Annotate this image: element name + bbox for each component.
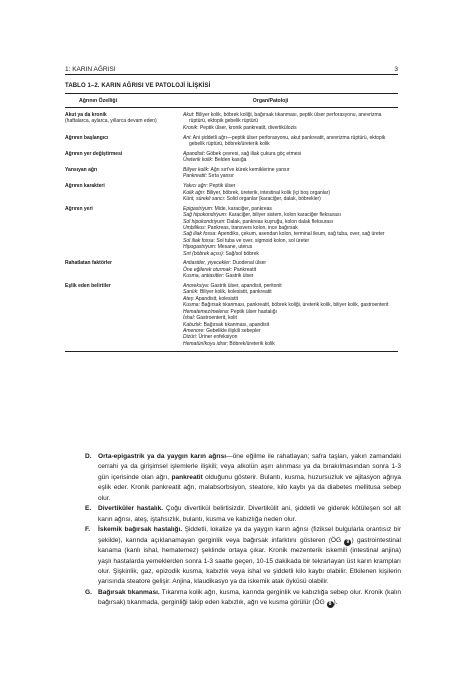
page-number: 3 bbox=[394, 66, 398, 73]
organ-line bbox=[183, 135, 398, 148]
feature-cell bbox=[65, 135, 183, 148]
running-header bbox=[65, 63, 398, 73]
organ-key: Hipogastriyum bbox=[183, 244, 215, 251]
organ-line bbox=[183, 125, 398, 131]
feature-label: Akut ya da kronik bbox=[65, 112, 107, 118]
table-row bbox=[65, 183, 398, 202]
table-row bbox=[65, 206, 398, 257]
item-emphasis: pankreatit bbox=[171, 473, 203, 481]
organ-line bbox=[183, 273, 398, 279]
organ-key: Kolik ağrı bbox=[183, 189, 204, 196]
organ-value: : Gastrik ülser, apandisit, peritonit bbox=[207, 283, 282, 290]
table-title: TABLO 1–2. KARIN AĞRISI VE PATOLOJİ İLİŞKİSİ bbox=[65, 83, 211, 89]
organ-key: Öne eğilerek oturmak bbox=[183, 266, 231, 273]
organ-value: : Bağırsak tıkanması, apandisit bbox=[200, 321, 270, 328]
column-header-feature: Ağrının Özelliği bbox=[79, 97, 118, 104]
figure-reference-badge[interactable]: 8 bbox=[327, 601, 334, 608]
feature-cell bbox=[65, 167, 183, 180]
feature-sublabel: (haftalarca, aylarca, yıllarca devam eden) bbox=[65, 118, 157, 125]
organ-line bbox=[183, 341, 398, 347]
feature-cell bbox=[65, 183, 183, 202]
organ-value: : Belden kasığa bbox=[211, 157, 247, 164]
feature-label: Ağrının yeri bbox=[65, 205, 93, 212]
table-bottom-rule bbox=[65, 351, 398, 352]
item-text: Şiddetli, lokalize ya da yaygın karın ağrısı (fiziksel bulgularla orantısız bir şekilde), karında açıklanamayan gerginlik veya bağırsak infarktını gösteren (ÖG bbox=[98, 526, 401, 544]
organ-cell bbox=[183, 283, 398, 347]
organ-value: : Ani şiddetli ağrı—peptik ülser perforasyonu, akut pankreatit, anevrizma rüptürü, ektopik gebelik rüptürü, böbrek/üreterik kolik bbox=[189, 134, 386, 148]
organ-value: : Gastrik ülser bbox=[222, 273, 254, 280]
organ-value: : Ağrı sırt've kürek kemiklerine yansır bbox=[208, 167, 290, 174]
organ-key: Anoreksiya bbox=[183, 283, 208, 290]
organ-value: : Duodenal ülser bbox=[229, 260, 267, 267]
table bbox=[65, 93, 398, 352]
organ-key: Antiasitler, yiyecekler bbox=[183, 260, 230, 267]
organ-value: : Sol tuba ve over, sigmoid kolon, sol üreter bbox=[213, 237, 310, 244]
organ-key: Sarılık bbox=[183, 289, 198, 296]
table-row bbox=[65, 167, 398, 180]
table-header-row bbox=[65, 94, 398, 107]
item-heading: Divertiküler hastalık. bbox=[98, 505, 164, 513]
item-text: ). bbox=[333, 599, 338, 607]
feature-label: Eşlik eden belirtiler bbox=[65, 283, 111, 290]
organ-value: : Apandisit, kolesistit bbox=[193, 295, 239, 302]
item-text: Çoğu divertikül belirtisizdir. Divertikülit ani, şiddetli ve giderek kötüleşen sol alt karın ağrısı, ateş, iştahsızlık, bulantı, kusma ve kabızlığa neden olur. bbox=[98, 505, 402, 523]
organ-key: Yakıcı ağrı bbox=[183, 183, 207, 190]
organ-key: Hematemez/melena bbox=[183, 308, 228, 315]
organ-key: Ateş bbox=[183, 295, 194, 302]
organ-key: Apandisit bbox=[183, 150, 204, 157]
organ-line bbox=[183, 173, 398, 179]
table-body bbox=[65, 108, 398, 347]
organ-key: Ani bbox=[183, 134, 191, 141]
section-title: 1: KARIN AĞRISI bbox=[65, 66, 116, 73]
organ-key: Sol iliak fossa bbox=[183, 237, 214, 244]
item-text: ) gastrointestinal kanama (kanlı ishal, hematemez) şeklinde ortaya çıkar. Kronik mezenterik iskemili (intestinal anjina) yaşlı hastalarda yemeklerden sonra 1-3 saatte geçen, 10-15 dakikada bir tekrarlayan üst karın krampları olur. Şişkinlik, gaz, epizodik kusma, kabızlık veya ishal ve şiddetli kilo kaybı olabilir. Etkilenen kişilerin yarısında steatore gelişir. Anjina, klaudikasyo ya da iskemik atak öyküsü olabilir. bbox=[98, 536, 401, 586]
organ-key: Umbilikus bbox=[183, 225, 205, 232]
organ-key: Hematüri/koyu idrar bbox=[183, 340, 227, 347]
organ-value: : Böbrek/üreterik kolik bbox=[226, 340, 275, 347]
organ-key: Pankreatit bbox=[183, 173, 206, 180]
organ-line bbox=[183, 157, 398, 163]
organ-value: : Mide, karaciğer, pankreas bbox=[211, 205, 272, 212]
feature-cell bbox=[65, 151, 183, 164]
feature-cell bbox=[65, 260, 183, 279]
list-item-e bbox=[85, 504, 401, 525]
feature-label: Ağrının yer değiştirmesi bbox=[65, 150, 123, 157]
organ-value: : Peptik ülser hastalığı bbox=[227, 308, 277, 315]
organ-key: Sağ hipokondriyum bbox=[183, 212, 226, 219]
feature-label: Yansıyan ağrı bbox=[65, 167, 98, 174]
organ-cell bbox=[183, 206, 398, 257]
item-text: Tıkanma kolik ağrı, kusma, karında gerginlik ve kabızlığa sebep olur. Kronik (kalın bağırsak) tıkanmada, gerginliği takip eden kabızlık, ağrı ve kusma görülür (ÖG bbox=[98, 588, 402, 607]
organ-line bbox=[183, 196, 398, 202]
organ-value: : Biliyer, böbrek, üreterik, intestinal kolik (içi boş organlar) bbox=[203, 189, 331, 196]
feature-cell bbox=[65, 283, 183, 347]
list-item-g bbox=[85, 588, 401, 609]
item-label: F. bbox=[85, 526, 91, 534]
organ-value: : Gastroenterit, kolit bbox=[193, 315, 237, 322]
table-row bbox=[65, 151, 398, 164]
organ-key: Sağ iliak fossa bbox=[183, 231, 216, 238]
item-label: D. bbox=[85, 453, 92, 460]
feature-cell bbox=[65, 206, 183, 257]
organ-value: : Apendiks, çekum, asendan kolon, terminal ileum, sağ tuba, over, sağ üreter bbox=[215, 231, 385, 238]
organ-value: : Pankreas, transvers kolon, ince bağırsak bbox=[204, 225, 298, 232]
organ-key: Künt, sürekli sancı bbox=[183, 196, 224, 203]
organ-value: : Pankreatit bbox=[230, 266, 257, 273]
organ-key: Biliyer kolik bbox=[183, 167, 209, 174]
organ-key: Üreterik kolik bbox=[183, 157, 212, 164]
feature-label: Ağrının başlangıcı bbox=[65, 134, 109, 141]
organ-value: : Biliyer kolik, böbrek koliği, bağırsak tıkanması, peptik ülser perforasyonu, anevrizma rüptürü, ektopik gebelik rüptürü bbox=[189, 112, 382, 125]
organ-key: Dizüri bbox=[183, 334, 196, 341]
organ-value: : Gebelikle ilişkili sebepler bbox=[203, 327, 261, 334]
feature-cell bbox=[65, 112, 183, 131]
organ-value: : Peptik ülser bbox=[206, 183, 236, 190]
feature-label: Ağrının karakteri bbox=[65, 183, 105, 190]
organ-line bbox=[183, 251, 398, 257]
organ-key: Amenore bbox=[183, 327, 204, 334]
header-rule bbox=[65, 74, 398, 75]
organ-cell bbox=[183, 151, 398, 164]
organ-value: : Bağırsak tıkanması, pankreatit, böbrek koliği, üreterik kolik, biliyer kolik, gastroenterit bbox=[198, 302, 389, 309]
organ-cell bbox=[183, 183, 398, 202]
organ-value: : Göbek çevresi, sağ iliak çukura göç etmesi bbox=[203, 150, 302, 157]
organ-cell bbox=[183, 135, 398, 148]
organ-value: : Solid organlar (karaciğer, dalak, böbrekler) bbox=[223, 196, 321, 203]
list-item-f bbox=[85, 525, 401, 588]
item-text: olduğunu gösterir. Bulantı, kusma, huzursuzluk ve ajitasyon ağrıya eşlik eder. Kronik pankreatit ağrı, malabsorbsiyon, steatore, kilo kaybı ya da diabetes mellitusa sebep olur. bbox=[98, 473, 401, 502]
organ-value: : Üriner enfeksiyon bbox=[195, 334, 238, 341]
organ-key: Kronik bbox=[183, 124, 198, 131]
feature-label: Rahatlatan faktörler bbox=[65, 260, 112, 267]
organ-key: Kusma, antiasitler bbox=[183, 273, 223, 280]
organ-cell bbox=[183, 167, 398, 180]
organ-key: Akut bbox=[183, 112, 194, 118]
organ-line bbox=[183, 112, 398, 125]
item-heading: Bağırsak tıkanması. bbox=[98, 588, 160, 596]
organ-value: : Mesane, uterus bbox=[214, 244, 253, 251]
organ-key: Sol hipokondriyum bbox=[183, 218, 225, 225]
organ-value: : Sırta yansır bbox=[205, 173, 234, 180]
table-row bbox=[65, 260, 398, 279]
organ-key: Epigastriyum bbox=[183, 205, 212, 212]
item-label: G. bbox=[85, 588, 92, 596]
item-heading: Orta-epigastrik ya da yaygın karın ağrısı bbox=[98, 453, 227, 460]
organ-value: : Sağ/sol böbrek bbox=[222, 250, 259, 257]
item-heading: İskemik bağırsak hastalığı. bbox=[98, 526, 183, 534]
organ-value: : Peptik ülser, kronik pankreatit, divertikülozis bbox=[197, 124, 297, 131]
organ-key: Kusma bbox=[183, 302, 199, 309]
table-row bbox=[65, 283, 398, 347]
organ-key: Kabızlık bbox=[183, 321, 201, 328]
list-item-d bbox=[85, 452, 401, 504]
column-header-organ: Organ/Patoloji bbox=[252, 97, 289, 104]
organ-value: : Dalak, pankreas kuyruğu, kolon dalak fleksurası bbox=[224, 218, 334, 225]
item-label: E. bbox=[85, 505, 92, 513]
organ-value: : Karaciğer, biliyer sistem, kolon karaciğer fleksurası bbox=[225, 212, 341, 219]
organ-key: İshal bbox=[183, 315, 194, 322]
organ-key: Sırt (böbrek açısı) bbox=[183, 250, 223, 257]
figure-reference-badge[interactable]: 9 bbox=[344, 539, 351, 546]
organ-value: : Biliyer kolik, kolesistit, pankreatit bbox=[197, 289, 272, 296]
organ-cell bbox=[183, 112, 398, 131]
item-text: —öne eğilme ile rahatlayan; safra taşları, yakın zamandaki cerrahi ya da girişimsel işlemlerle ilişkili; veya alkolün aşırı alınması ya da bırakılmasından sonra 1-3 gün içerisinde olan ağrı, bbox=[98, 453, 401, 481]
body-text bbox=[85, 452, 401, 609]
table-row bbox=[65, 135, 398, 148]
table-row bbox=[65, 112, 398, 131]
organ-cell bbox=[183, 260, 398, 279]
